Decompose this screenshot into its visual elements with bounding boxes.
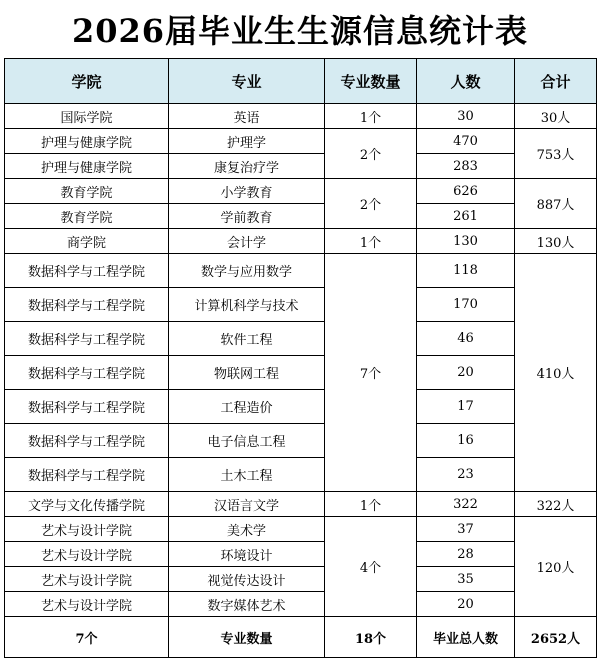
college-cell: 艺术与设计学院 bbox=[5, 592, 169, 617]
table-row bbox=[5, 229, 597, 254]
college-cell: 文学与文化传播学院 bbox=[5, 492, 169, 517]
table-row bbox=[5, 356, 597, 390]
people-cell: 20 bbox=[417, 592, 515, 617]
table-row bbox=[5, 424, 597, 458]
table-row bbox=[5, 390, 597, 424]
people-cell: 470 bbox=[417, 129, 515, 154]
major-count-cell: 1个 bbox=[325, 229, 417, 254]
people-cell: 35 bbox=[417, 567, 515, 592]
people-cell: 28 bbox=[417, 542, 515, 567]
people-cell: 30 bbox=[417, 104, 515, 129]
college-total-cell: 7个 bbox=[5, 617, 169, 658]
table-row bbox=[5, 204, 597, 229]
table-row bbox=[5, 542, 597, 567]
group-total-cell: 120人 bbox=[515, 517, 597, 617]
college-cell: 艺术与设计学院 bbox=[5, 567, 169, 592]
page-title: 2026届毕业生生源信息统计表 bbox=[71, 12, 529, 50]
college-cell: 数据科学与工程学院 bbox=[5, 356, 169, 390]
major-cell: 美术学 bbox=[169, 517, 325, 542]
table-row bbox=[5, 458, 597, 492]
major-cell: 软件工程 bbox=[169, 322, 325, 356]
major-cell: 物联网工程 bbox=[169, 356, 325, 390]
college-cell: 数据科学与工程学院 bbox=[5, 424, 169, 458]
people-cell: 20 bbox=[417, 356, 515, 390]
major-cell: 学前教育 bbox=[169, 204, 325, 229]
major-cell: 汉语言文学 bbox=[169, 492, 325, 517]
people-cell: 170 bbox=[417, 288, 515, 322]
people-cell: 130 bbox=[417, 229, 515, 254]
table-row bbox=[5, 129, 597, 154]
major-cell: 视觉传达设计 bbox=[169, 567, 325, 592]
people-cell: 23 bbox=[417, 458, 515, 492]
statistics-table bbox=[4, 58, 597, 658]
group-total-cell: 887人 bbox=[515, 179, 597, 229]
major-cell: 工程造价 bbox=[169, 390, 325, 424]
table-row bbox=[5, 254, 597, 288]
college-cell: 教育学院 bbox=[5, 204, 169, 229]
college-cell: 国际学院 bbox=[5, 104, 169, 129]
college-cell: 艺术与设计学院 bbox=[5, 517, 169, 542]
college-cell: 数据科学与工程学院 bbox=[5, 390, 169, 424]
major-count-cell: 1个 bbox=[325, 492, 417, 517]
people-label-cell: 毕业总人数 bbox=[417, 617, 515, 658]
people-total-cell: 2652人 bbox=[515, 617, 597, 658]
major-count-cell: 2个 bbox=[325, 129, 417, 179]
major-cell: 数学与应用数学 bbox=[169, 254, 325, 288]
table-row bbox=[5, 288, 597, 322]
table-row bbox=[5, 517, 597, 542]
major-count-cell: 4个 bbox=[325, 517, 417, 617]
people-cell: 37 bbox=[417, 517, 515, 542]
table-row bbox=[5, 322, 597, 356]
major-cell: 护理学 bbox=[169, 129, 325, 154]
majors-total-cell: 18个 bbox=[325, 617, 417, 658]
table-row bbox=[5, 104, 597, 129]
major-count-cell: 1个 bbox=[325, 104, 417, 129]
header-people: 人数 bbox=[417, 59, 515, 104]
major-cell: 康复治疗学 bbox=[169, 154, 325, 179]
college-cell: 护理与健康学院 bbox=[5, 154, 169, 179]
major-cell: 土木工程 bbox=[169, 458, 325, 492]
group-total-cell: 30人 bbox=[515, 104, 597, 129]
major-cell: 英语 bbox=[169, 104, 325, 129]
people-cell: 46 bbox=[417, 322, 515, 356]
people-cell: 322 bbox=[417, 492, 515, 517]
group-total-cell: 322人 bbox=[515, 492, 597, 517]
people-cell: 118 bbox=[417, 254, 515, 288]
people-cell: 16 bbox=[417, 424, 515, 458]
major-cell: 电子信息工程 bbox=[169, 424, 325, 458]
majors-label-cell: 专业数量 bbox=[169, 617, 325, 658]
header-college: 学院 bbox=[5, 59, 169, 104]
summary-row bbox=[5, 617, 597, 658]
college-cell: 数据科学与工程学院 bbox=[5, 322, 169, 356]
major-cell: 计算机科学与技术 bbox=[169, 288, 325, 322]
table-row bbox=[5, 154, 597, 179]
group-total-cell: 753人 bbox=[515, 129, 597, 179]
major-cell: 小学教育 bbox=[169, 179, 325, 204]
header-major: 专业 bbox=[169, 59, 325, 104]
college-cell: 护理与健康学院 bbox=[5, 129, 169, 154]
people-cell: 17 bbox=[417, 390, 515, 424]
people-cell: 261 bbox=[417, 204, 515, 229]
header-major-count: 专业数量 bbox=[325, 59, 417, 104]
header-total: 合计 bbox=[515, 59, 597, 104]
people-cell: 626 bbox=[417, 179, 515, 204]
table-row bbox=[5, 567, 597, 592]
college-cell: 教育学院 bbox=[5, 179, 169, 204]
major-cell: 环境设计 bbox=[169, 542, 325, 567]
college-cell: 数据科学与工程学院 bbox=[5, 254, 169, 288]
college-cell: 艺术与设计学院 bbox=[5, 542, 169, 567]
group-total-cell: 130人 bbox=[515, 229, 597, 254]
header-row bbox=[5, 59, 597, 104]
table-row bbox=[5, 492, 597, 517]
major-cell: 数字媒体艺术 bbox=[169, 592, 325, 617]
college-cell: 数据科学与工程学院 bbox=[5, 458, 169, 492]
college-cell: 商学院 bbox=[5, 229, 169, 254]
table-row bbox=[5, 592, 597, 617]
group-total-cell: 410人 bbox=[515, 254, 597, 492]
people-cell: 283 bbox=[417, 154, 515, 179]
table-row bbox=[5, 179, 597, 204]
major-count-cell: 2个 bbox=[325, 179, 417, 229]
college-cell: 数据科学与工程学院 bbox=[5, 288, 169, 322]
major-count-cell: 7个 bbox=[325, 254, 417, 492]
major-cell: 会计学 bbox=[169, 229, 325, 254]
